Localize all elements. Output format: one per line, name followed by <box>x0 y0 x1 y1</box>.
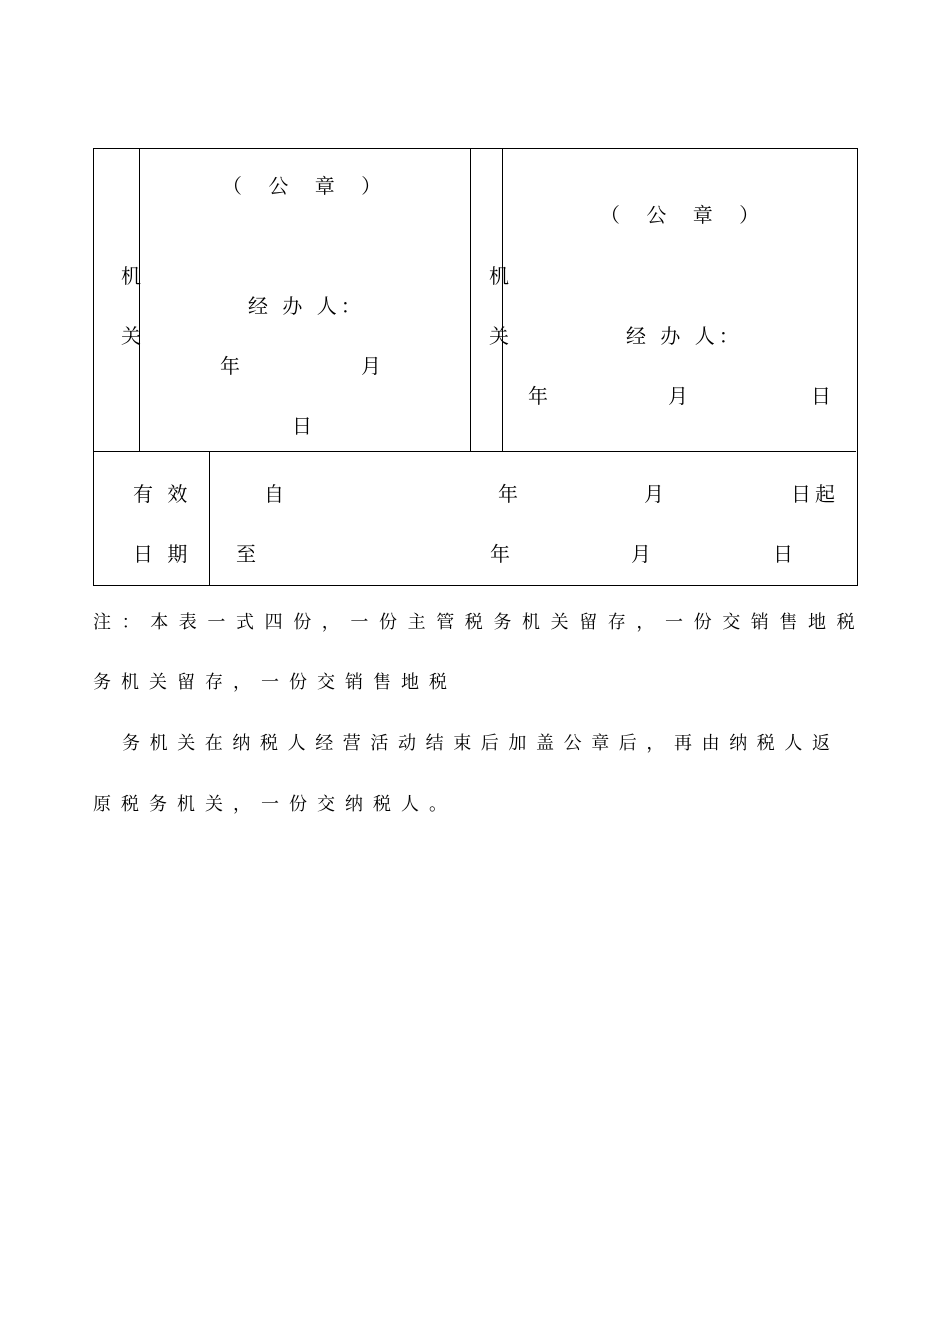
right-year-label: 年 <box>528 384 552 408</box>
right-handler-label: 经 办 人： <box>626 324 743 348</box>
left-year-label: 年 <box>220 354 244 378</box>
right-month-label: 月 <box>668 384 692 408</box>
note-line-3: 务机关在纳税人经营活动结束后加盖公章后，再由纳税人返 <box>122 733 840 754</box>
note-line-1: 注：本表一式四份，一份主管税务机关留存，一份交销售地税 <box>93 612 866 633</box>
validity-from-year: 年 <box>498 482 522 506</box>
divider-validity-label <box>209 451 210 585</box>
validity-label-1: 有 效 <box>133 482 192 506</box>
left-office-label-1: 机 <box>121 264 145 288</box>
validity-to-month: 月 <box>631 542 655 566</box>
left-month-label: 月 <box>361 354 385 378</box>
divider-middle <box>470 149 471 452</box>
note-line-2: 务机关留存，一份交销售地税 <box>93 672 457 693</box>
note-line-4: 原税务机关，一份交纳税人。 <box>93 794 457 815</box>
right-office-label-1: 机 <box>489 264 513 288</box>
left-handler-label: 经 办 人： <box>248 294 365 318</box>
left-office-label-2: 关 <box>121 324 145 348</box>
left-seal-text: （ 公 章 ） <box>222 174 392 198</box>
validity-to-day: 日 <box>773 542 797 566</box>
right-seal-text: （ 公 章 ） <box>600 203 770 227</box>
validity-to-year: 年 <box>490 542 514 566</box>
divider-right-label <box>502 149 503 452</box>
right-office-label-2: 关 <box>489 324 513 348</box>
validity-to-prefix: 至 <box>236 542 260 566</box>
validity-label-2: 日 期 <box>133 542 192 566</box>
validity-from-prefix: 自 <box>264 482 288 506</box>
divider-left-label <box>139 149 140 452</box>
validity-from-day: 日起 <box>791 482 839 506</box>
left-day-label: 日 <box>292 414 316 438</box>
right-day-label: 日 <box>811 384 835 408</box>
validity-from-month: 月 <box>644 482 668 506</box>
